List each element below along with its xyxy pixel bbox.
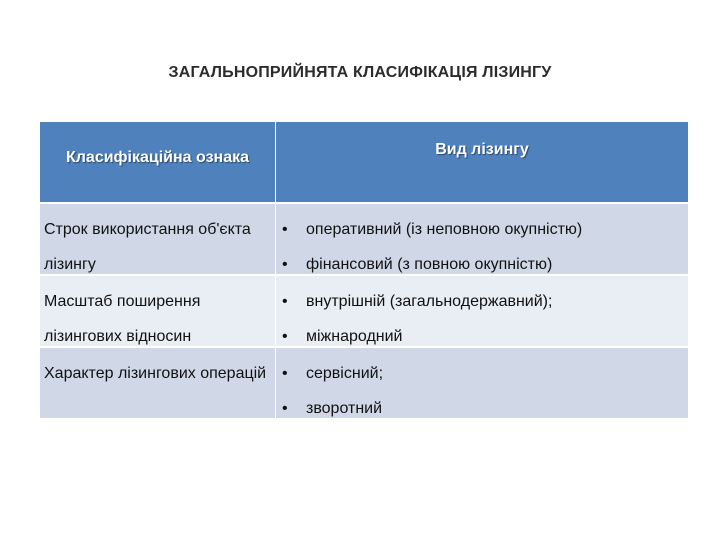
types-cell [276,276,688,346]
table-row [40,202,688,274]
table-row [40,274,688,346]
list-item: • зворотний [282,400,383,417]
criterion-cell: Строк використання об'єкта лізингу [40,204,276,274]
types-cell [276,348,688,418]
classification-table [40,122,688,418]
types-cell [276,204,688,274]
header-leasing-type: Вид лізингу [435,141,529,158]
list-item: • внутрішній (загальнодержавний); [282,293,553,310]
criterion-cell: Масштаб поширення лізингових відносин [40,276,276,346]
criterion-cell: Характер лізингових операцій [40,348,276,418]
table-row [40,346,688,418]
list-item: • міжнародний [282,328,403,345]
table-header [40,122,688,202]
list-item: • фінансовий (з повною окупністю) [282,256,553,273]
header-classification-criterion: Класифікаційна ознака [40,122,276,202]
list-item: • оперативний (із неповною окупністю) [282,221,583,238]
slide-title: ЗАГАЛЬНОПРИЙНЯТА КЛАСИФІКАЦІЯ ЛІЗИНГУ [168,64,552,81]
list-item: • сервісний; [282,365,384,382]
